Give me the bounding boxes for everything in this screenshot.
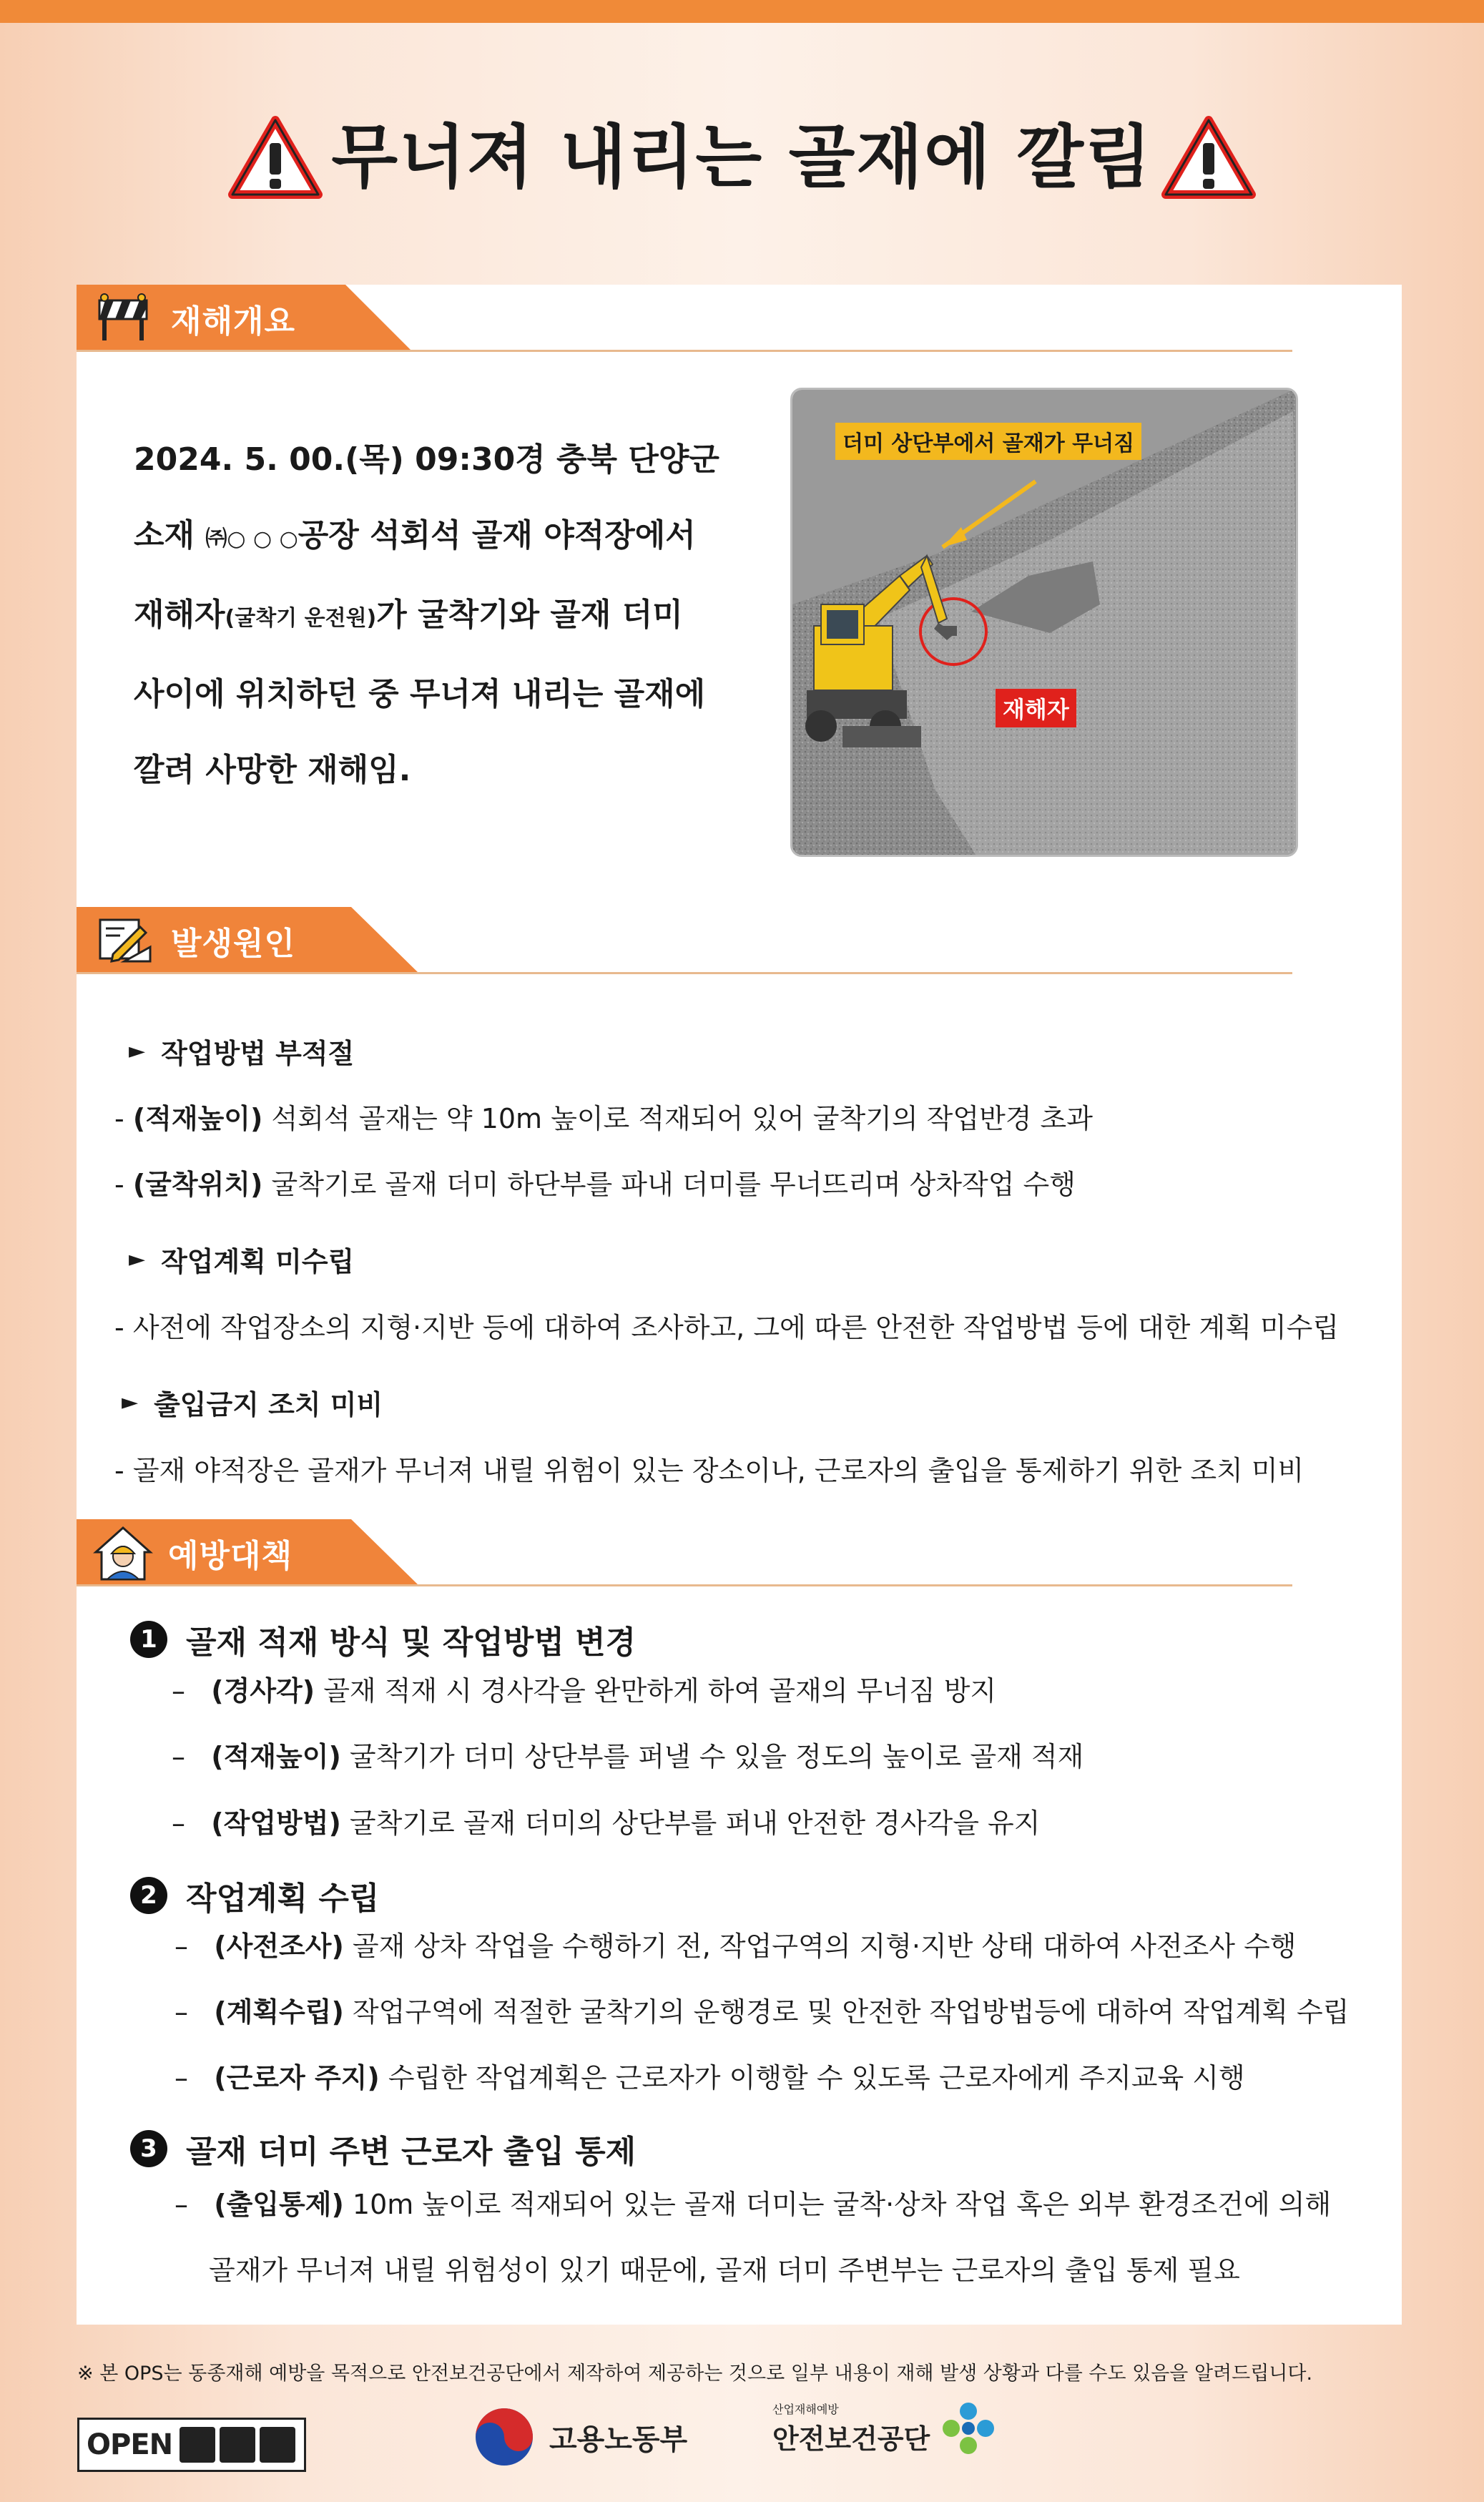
scene-caption-victim: 재해자 [996,689,1076,727]
overview-line: 소재 ㈜○ ○ ○공장 석회석 골재 야적장에서 [134,517,696,554]
prevention-heading: 1 골재 적재 방식 및 작업방법 변경 [130,1617,636,1662]
overview-line: 2024. 5. 00.(목) 09:30경 충북 단양군 [134,441,719,478]
arrow-icon: ► [129,1039,146,1064]
open-license-badge [77,2418,306,2472]
prevention-line: – (계획수립) 작업구역에 적절한 굴착기의 운행경로 및 안전한 작업방법등에 대하여 작업계획 수립 [175,1996,1350,2028]
prevention-line: – (작업방법) 굴착기로 골재 더미의 상단부를 퍼내 안전한 경사각을 유지 [172,1807,1041,1839]
worker-icon [93,1524,153,1582]
warning-triangle-icon [228,114,323,200]
prevention-heading: 2 작업계획 수립 [130,1873,379,1918]
kosha-cross-icon [940,2400,997,2457]
cause-heading-access: ► 출입금지 조치 미비 [122,1389,383,1421]
top-accent-bar [0,0,1484,23]
number-badge: 3 [130,2130,167,2167]
prevention-line: – (근로자 주지) 수립한 작업계획은 근로자가 이행할 수 있도록 근로자에게 주지교육 시행 [175,2062,1245,2094]
pencil-ruler-icon [96,914,153,967]
cause-heading-method: ► 작업방법 부적절 [129,1038,355,1069]
overview-line: 사이에 위치하던 중 무너져 내리는 골재에 [134,676,706,712]
section-label: 예방대책 [168,1538,293,1574]
section-divider [77,972,1292,974]
prevention-line: – (출입통제) 10m 높이로 적재되어 있는 골재 더미는 굴착·상차 작업 혹은 외부 환경조건에 의해 [175,2189,1332,2220]
arrow-icon: ► [129,1247,146,1272]
section-divider [77,1584,1292,1586]
noderivs-icon [260,2427,295,2463]
accident-scene-illustration [790,388,1298,857]
noncommercial-icon [220,2427,255,2463]
attribution-icon [180,2427,215,2463]
prevention-line: 골재가 무너져 내릴 위험성이 있기 때문에, 골재 더미 주변부는 근로자의 출입 통제 필요 [209,2255,1240,2286]
overview-line: 깔려 사망한 재해임. [134,752,411,788]
open-label: OPEN [87,2428,173,2461]
number-badge: 2 [130,1877,167,1914]
ministry-logo [472,2405,687,2469]
kosha-name: 안전보건공단 [772,2423,930,2455]
prevention-heading: 3 골재 더미 주변 근로자 출입 통제 [130,2126,636,2172]
section-tab-prevention [77,1519,293,1586]
cause-line: - 사전에 작업장소의 지형·지반 등에 대하여 조사하고, 그에 따른 안전한 작업방법 등에 대한 계획 미수립 [114,1312,1340,1343]
kosha-subtitle: 산업재해예방 [772,2403,839,2416]
overview-line: 재해자(굴착기 운전원)가 굴착기와 골재 더미 [134,597,683,633]
scene-caption-collapse: 더미 상단부에서 골재가 무너짐 [835,423,1141,460]
section-label: 재해개요 [171,303,296,340]
overview-text [134,422,777,808]
barrier-icon [95,293,151,343]
cause-line: - (굴착위치) 굴착기로 골재 더미 하단부를 파내 더미를 무너뜨리며 상차작업 수행 [114,1169,1076,1200]
page-title: 무너져 내리는 골재에 깔림 [331,117,1153,197]
prevention-line: – (사전조사) 골재 상차 작업을 수행하기 전, 작업구역의 지형·지반 상태 대하여 사전조사 수행 [175,1931,1297,1962]
section-divider [77,350,1292,352]
cause-heading-plan: ► 작업계획 미수립 [129,1246,355,1277]
license-icons [180,2427,295,2463]
section-tab-overview [77,285,295,352]
section-label: 발생원인 [171,926,296,962]
prevention-line: – (적재높이) 굴착기가 더미 상단부를 퍼낼 수 있을 정도의 높이로 골재 적재 [172,1741,1084,1772]
prevention-line: – (경사각) 골재 적재 시 경사각을 완만하게 하여 골재의 무너짐 방지 [172,1675,997,1707]
kosha-logo [772,2400,997,2457]
cause-line: - 골재 야적장은 골재가 무너져 내릴 위험이 있는 장소이나, 근로자의 출입을 통제하기 위한 조치 미비 [114,1455,1304,1486]
disclaimer-note: ※ 본 OPS는 동종재해 예방을 목적으로 안전보건공단에서 제작하여 제공하는 것으로 일부 내용이 재해 발생 상황과 다를 수도 있음을 알려드립니다. [77,2363,1313,2385]
page-title-block [0,100,1484,215]
arrow-icon: ► [122,1390,139,1415]
cause-line: - (적재높이) 석회석 골재는 약 10m 높이로 적재되어 있어 굴착기의 작업반경 초과 [114,1103,1093,1134]
warning-triangle-icon [1161,114,1256,200]
number-badge: 1 [130,1621,167,1658]
taegeuk-emblem-icon [472,2405,536,2469]
section-tab-cause [77,907,295,974]
ministry-name: 고용노동부 [549,2423,688,2456]
